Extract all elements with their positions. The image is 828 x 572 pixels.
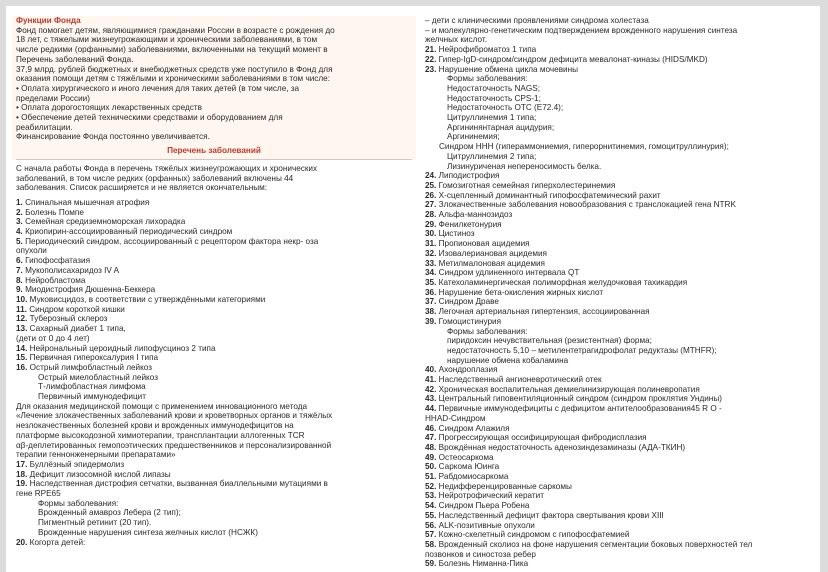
fund-intro — [16, 26, 412, 142]
list-item: 28. Альфа-маннозидоз — [425, 210, 513, 220]
text-line: Для оказания медицинской помощи с применением инновационного метода — [16, 401, 308, 411]
list-item: 19. Наследственная дистрофия сетчатки, вызванная биаллельными мутациями в — [16, 479, 328, 489]
innovative-method-paragraph — [16, 402, 412, 460]
list-item: 27. Злокачественные заболевания новообразования с транслокацией гена NTRK — [425, 200, 736, 210]
list-item: опухоли — [16, 246, 47, 256]
sub-item: Т-лимфобластная лимфома — [38, 382, 146, 392]
urea-cycle-forms-2 — [425, 152, 815, 171]
list-item: гене RPE65 — [16, 489, 61, 499]
homocystinuria-forms — [425, 327, 815, 366]
text-line: • Оплата дорогостоящих лекарственных средств — [16, 103, 202, 113]
list-item: 11. Синдром короткой кишки — [16, 304, 125, 314]
list-item: 58. Врожденный сколиоз на фоне нарушения сегментации боковых поверхностей тел — [425, 539, 753, 549]
list-item: 24. Липодистрофия — [425, 171, 500, 181]
list-item: 48. Врождённая недостаточность аденозиндезаминазы (АДА-ТКИН) — [425, 442, 686, 452]
list-item: 44. Первичные иммунодефициты с дефицитом антителообразования45 R O - — [425, 404, 722, 414]
list-item: 40. Ахондроплазия — [425, 365, 498, 375]
sub-item: Формы заболевания: — [38, 498, 119, 508]
sub-item: Недостаточность CPS-1; — [447, 93, 541, 103]
list-item: 8. Нейробластома — [16, 275, 86, 285]
sub-item: пиридоксин нечувствительная (резистентная) форма; — [447, 336, 652, 346]
list-item: ННАD-Синдром — [425, 413, 486, 423]
list-item: 10. Муковисцидоз, в соответствии с утверждёнными категориями — [16, 294, 266, 304]
disease-list-left-2 — [16, 460, 412, 499]
text-line: Фонд помогает детям, являющимися гражданами России в возрасте с рождения до — [16, 25, 335, 35]
list-item: 17. Буллёзный эпидермолиз — [16, 459, 125, 469]
list-item: 31. Пропионовая ацидемия — [425, 239, 530, 249]
text-line: платформе высокодозной химиотерапии, трансплантации аллогенных TCR — [16, 430, 305, 440]
fund-functions-box — [12, 16, 416, 160]
list-item: 26. Х-сцепленный доминантный гипофосфатемический рахит — [425, 190, 661, 200]
sub-item: Цитруллинемия 1 типа; — [447, 113, 537, 123]
list-item: 18. Дефицит лизосомной кислой липазы — [16, 469, 171, 479]
sub-item: Острый миелобластный лейкоз — [38, 372, 158, 382]
list-item: 13. Сахарный диабет 1 типа, — [16, 324, 126, 334]
list-item: позвонков и синостоза ребер — [425, 549, 536, 559]
list-item: 34. Синдром удлиненного интервала QT — [425, 268, 580, 278]
sub-item: нарушение обмена кобаламина — [447, 355, 569, 365]
list-item: 23. Нарушение обмена цикла мочевины — [425, 64, 579, 74]
list-item: 47. Прогрессирующая оссифицирующая фибродисплазия — [425, 433, 647, 443]
cohort-description — [425, 16, 815, 45]
text-line: Перечень заболеваний Фонда. — [16, 54, 134, 64]
text-line: заболевания. Список расширяется и не является окончательным: — [16, 183, 268, 193]
document-page — [6, 6, 820, 572]
list-item: 57. Кожно-скелетный синдромом с гипофосфатемией — [425, 530, 630, 540]
text-line: – и молекулярно-генетическим подтверждением врожденного нарушения синтеза — [425, 25, 738, 35]
list-item: 6. Гипофосфатазия — [16, 256, 91, 266]
list-item: 15. Первичная гипероксалурия I типа — [16, 353, 159, 363]
list-item: 59. Болезнь Ниманна-Пика — [425, 559, 529, 569]
list-item: 2. Болезнь Помпе — [16, 207, 84, 217]
left-column — [16, 16, 412, 547]
list-item: 14. Нейрональный цероидный липофусциноз 2 типа — [16, 343, 216, 353]
list-item: 41. Наследственный ангионевротический отек — [425, 375, 602, 385]
sub-item: Недостаточность ОТС (E72.4); — [447, 103, 564, 113]
list-intro — [16, 164, 412, 193]
list-item: 56. ALK-позитивные опухоли — [425, 520, 535, 530]
text-line: незлокачественных болезней крови и врожденных иммунодефицитов на — [16, 421, 294, 431]
text-line: 37,9 млрд. рублей бюджетных и внебюджетных средств уже поступило в Фонд для — [16, 64, 333, 74]
text-line: «Лечение злокачественных заболеваний крови и кроветворных органов и тяжёлых — [16, 411, 333, 421]
list-item: 50. Саркома Юинга — [425, 462, 500, 472]
list-item: 55. Наследственный дефицит фактора свертывания крови XIII — [425, 510, 664, 520]
text-line: реабилитации. — [16, 122, 73, 132]
list-item: 43. Центральный гиповентиляционный синдром (синдром проклятия Ундины) — [425, 394, 722, 404]
list-item: 12. Туберозный склероз — [16, 314, 108, 324]
fund-title: Функции Фонда — [16, 16, 81, 25]
list-item: 20. Когорта детей: — [16, 537, 86, 547]
list-title: Перечень заболеваний — [16, 144, 412, 160]
text-line: числе редкими (орфанными) заболеваниями, включенными на текущий момент в — [16, 45, 328, 55]
text-line: С начала работы Фонда в перечень тяжёлых жизнеугрожающих и хронических — [16, 163, 318, 173]
list-item: 25. Гомозиготная семейная гиперхолестеринемия — [425, 180, 616, 190]
text-line: оказания помощи детям с тяжёлыми и хроническими заболеваниями в том числе: — [16, 74, 330, 84]
list-item: 16. Острый лимфобластный лейкоз — [16, 362, 152, 372]
text-line: • Оплата хирургического и иного лечения для таких детей (в том числе, за — [16, 83, 300, 93]
sub-item: Формы заболевания: — [447, 74, 528, 84]
sub-item: Недостаточность NAGS; — [447, 83, 540, 93]
leukemia-subtypes — [16, 373, 412, 402]
disease-list-right-a — [425, 45, 815, 74]
list-item: 52. Недифференцированные саркомы — [425, 481, 572, 491]
list-item: 5. Периодический синдром, ассоциированный с рецептором фактора некр- оза — [16, 236, 319, 246]
list-item: 21. Нейрофиброматоз 1 типа — [425, 45, 537, 55]
sub-item: Лизинуриченая непереносимость белка. — [447, 161, 602, 171]
list-item: 1. Спинальная мышечная атрофия — [16, 197, 150, 207]
list-item: 51. Рабдомиосаркома — [425, 472, 509, 482]
sub-item: недостаточность 5,10 – метилентетрагидрофолат редуктазы (MTHFR); — [447, 345, 717, 355]
right-column — [425, 16, 815, 569]
list-item: 3. Семейная средиземноморская лихорадка — [16, 217, 186, 227]
disease-list-left — [16, 198, 412, 373]
urea-cycle-forms — [425, 74, 815, 142]
text-line: αβ-деплетированных гемопоэтических предшественников и персонализированной — [16, 440, 332, 450]
text-line: • Обеспечение детей техническими средствами и оборудованием для — [16, 113, 283, 123]
sub-item: Цитруллинемия 2 типа; — [447, 151, 537, 161]
list-item: 9. Миодистрофия Дюшенна-Беккера — [16, 285, 156, 295]
text-line: терапии геннонженерными препаратами» — [16, 450, 176, 460]
list-item: 22. Гипер-IgD-синдром/синдром дефицита мевалонат-киназы (HIDS/MKD) — [425, 54, 708, 64]
list-item: 33. Метилмалоновая ацидемия — [425, 258, 545, 268]
list-item: 32. Изовалериановая ацидемия — [425, 248, 547, 258]
list-item: 42. Хроническая воспалительная демиелинизирующая полиневропатия — [425, 384, 700, 394]
list-item: 37. Синдром Драве — [425, 297, 499, 307]
list-item: (дети от 0 до 4 лет) — [16, 333, 90, 343]
list-item: 30. Цистиноз — [425, 229, 475, 239]
list-item: 39. Гомоцистинурия — [425, 316, 502, 326]
sub-item: Аргининемия; — [447, 132, 500, 142]
list-item: 38. Легочная артериальная гипертензия, ассоциированная — [425, 307, 650, 317]
text-line: заболеваний, в том числе редких (орфанных) заболеваний включены 44 — [16, 173, 294, 183]
disease-list-right-c — [425, 365, 815, 569]
list-item: 36. Нарушение бета-окисления жирных кислот — [425, 287, 604, 297]
sub-item: Врожденный амавроз Лебера (2 тип); — [38, 508, 181, 518]
text-line: пределами России) — [16, 93, 90, 103]
list-item: 54. Синдром Пьера Робена — [425, 501, 530, 511]
list-item: 4. Криопирин-ассоциированный периодический синдром — [16, 227, 233, 237]
urea-hhh: Синдром ННН (гипераммониемия, гиперорнитинемия, гомоцитруллинурия); — [439, 142, 729, 152]
list-item: 35. Катехоламинергическая полиморфная желудочковая тахикардия — [425, 277, 688, 287]
list-item: 53. Нейротрофический кератит — [425, 491, 544, 501]
text-line: Финансирование Фонда постоянно увеличивается. — [16, 132, 210, 142]
disease-list-right-b — [425, 171, 815, 326]
text-line: 18 лет, с тяжелыми жизнеугрожающими и хроническими заболеваниями, в том — [16, 35, 318, 45]
retina-forms — [16, 499, 412, 538]
sub-item: Аргининянтарная ацидурия; — [447, 122, 555, 132]
sub-item: Врожденные нарушения синтеза желчных кислот (НСЖК) — [38, 527, 258, 537]
list-item: 46. Синдром Алажиля — [425, 423, 510, 433]
text-line: – дети с клиническими проявлениями синдрома холестаза — [425, 16, 649, 25]
sub-item: Формы заболевания: — [447, 326, 528, 336]
text-line: желчных кислот. — [425, 35, 488, 45]
list-item: 49. Остеосаркома — [425, 452, 494, 462]
sub-item: Первичный иммунодефицит — [38, 392, 147, 402]
list-item: 29. Фенилкетонурия — [425, 219, 502, 229]
list-item: 7. Мукополисахаридоз IV A — [16, 265, 120, 275]
sub-item: Пигментный ретинит (20 тип). — [38, 518, 152, 528]
